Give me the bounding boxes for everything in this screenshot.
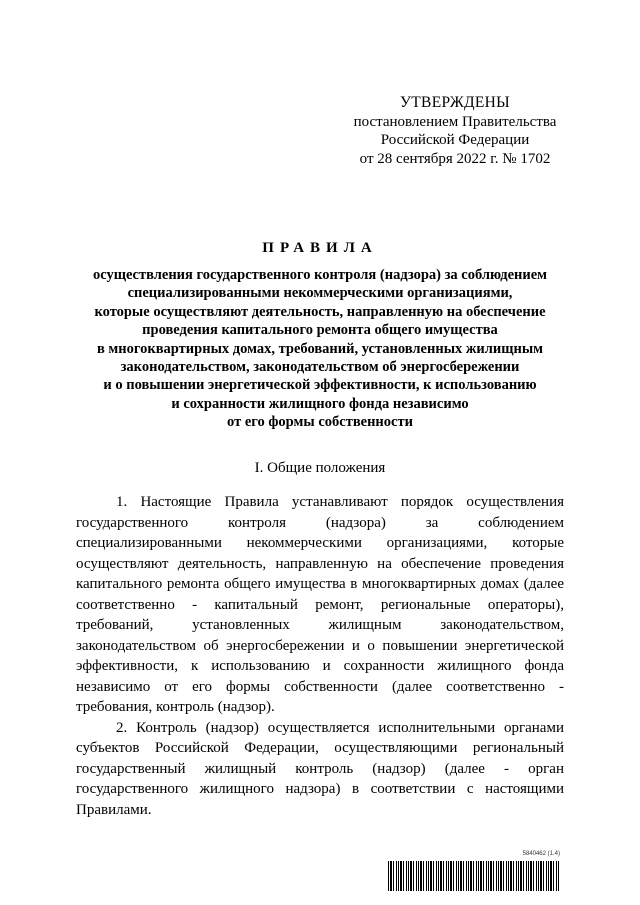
barcode-number: 5840462 (1.4) [522, 851, 560, 857]
subtitle-line: и о повышении энергетической эффективности, к использованию [103, 377, 537, 394]
paragraph: 1. Настоящие Правила устанавливают порядок осуществления государственного контроля (надзора) за соблюдением специализированными некоммерческими организациями, которые осуществляют деятельность, направленную на обеспечение проведения капитального ремонта общего имущества в многоквартирных домах (далее соответственно - капитальный ремонт, региональные операторы), требований, установленных жилищным законодательством, законодательством об энергосбережении и о повышении энергетической эффективности, к использованию и сохранности жилищного фонда независимо от его формы собственности (далее соответственно - требования, контроль (надзор). [76, 494, 564, 715]
paragraph: 2. Контроль (надзор) осуществляется исполнительными органами субъектов Российской Федерации, осуществляющими региональный государственный жилищный контроль (надзор) (далее - орган государственного жилищного надзора) в соответствии с настоящими Правилами. [76, 719, 564, 818]
subtitle-line: в многоквартирных домах, требований, установленных жилищным [96, 340, 544, 357]
approval-line: от 28 сентября 2022 г. № 1702 [359, 150, 551, 167]
approval-heading: УТВЕРЖДЕНЫ [400, 94, 510, 111]
subtitle-line: от его формы собственности [227, 414, 413, 431]
subtitle-line: специализированными некоммерческими организациями, [127, 285, 513, 302]
subtitle-line: которые осуществляют деятельность, направленную на обеспечение [94, 303, 546, 320]
barcode-bars [388, 861, 560, 891]
barcode [388, 851, 560, 892]
document-subtitle [72, 266, 568, 432]
document-title: ПРАВИЛА [262, 240, 378, 256]
approval-block [330, 94, 580, 168]
subtitle-line: проведения капитального ремонта общего имущества [142, 322, 498, 339]
subtitle-line: законодательством, законодательством об энергосбережении [120, 359, 520, 376]
approval-line: постановлением Правительства [353, 113, 557, 130]
section-heading: I. Общие положения [254, 460, 386, 476]
document-body [76, 492, 564, 820]
subtitle-line: осуществления государственного контроля (надзора) за соблюдением [92, 267, 548, 283]
approval-line: Российской Федерации [380, 132, 530, 148]
subtitle-line: и сохранности жилищного фонда независимо [171, 395, 469, 412]
